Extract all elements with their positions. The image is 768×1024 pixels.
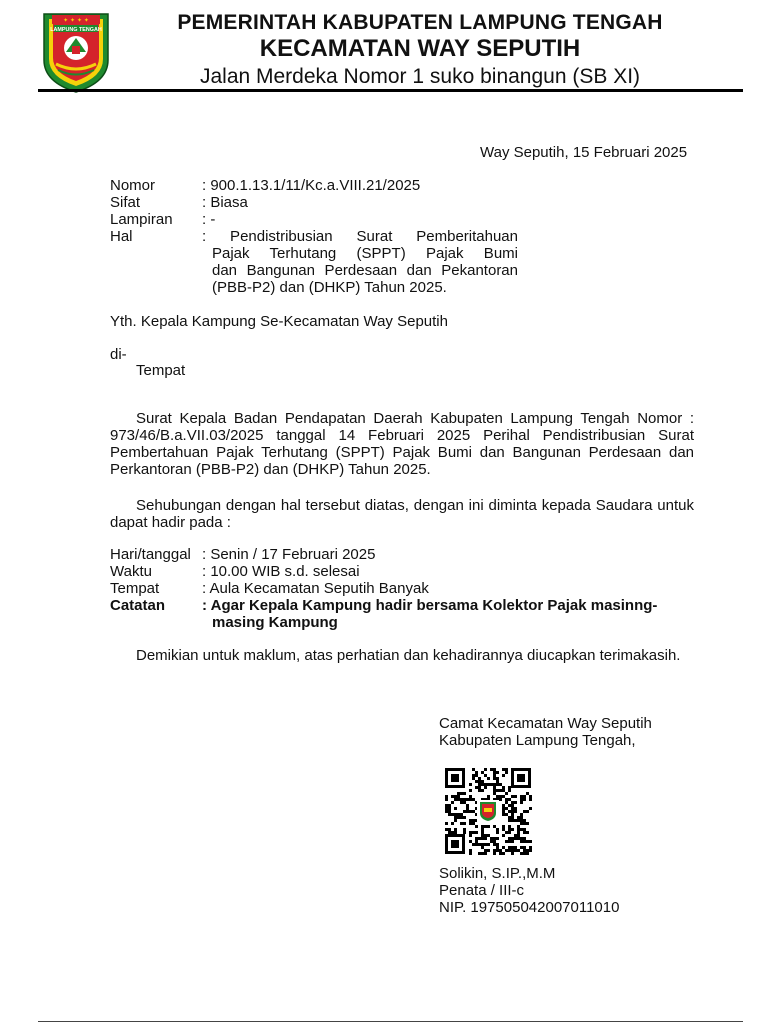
- signatory-name: Solikin, S.IP.,M.M: [439, 865, 556, 882]
- qr-code-signature-icon: [443, 766, 533, 856]
- recipient-di: di-: [110, 346, 127, 363]
- hal-line-2: Pajak Terhutang (SPPT) Pajak Bumi: [212, 245, 518, 262]
- logo-text: LAMPUNG TENGAH: [50, 27, 102, 33]
- nomor-label: Nomor: [110, 177, 156, 194]
- hari-value: : Senin / 17 Februari 2025: [202, 546, 376, 563]
- header-government-name: PEMERINTAH KABUPATEN LAMPUNG TENGAH: [177, 11, 663, 34]
- waktu-label: Waktu: [110, 563, 152, 580]
- lampiran-value: : -: [202, 211, 216, 228]
- header-address: Jalan Merdeka Nomor 1 suko binangun (SB XI): [199, 65, 641, 88]
- sifat-label: Sifat: [110, 194, 141, 211]
- catatan-line-1: : Agar Kepala Kampung hadir bersama Kolektor Pajak masinng-: [202, 597, 658, 614]
- signature-title-2: Kabupaten Lampung Tengah,: [439, 732, 636, 749]
- tempat-value: : Aula Kecamatan Seputih Banyak: [202, 580, 429, 597]
- body-paragraph-1: Surat Kepala Badan Pendapatan Daerah Kabupaten Lampung Tengah Nomor : 973/46/B.a.VII.03/2025 tanggal 14 Februari 2025 Perihal Pendistribusian Surat Pembertahuan Pajak Terhutang (SPPT) Pajak Bumi dan Bangunan Perdesaan dan Perkantoran (PBB-P2) dan (DHKP) Tahun 2025.: [110, 410, 694, 478]
- tempat-label: Tempat: [110, 580, 160, 597]
- hal-line-1: : Pendistribusian Surat Pemberitahuan: [202, 228, 518, 245]
- hal-line-4: (PBB-P2) dan (DHKP) Tahun 2025.: [212, 279, 447, 296]
- page-bottom-divider: [38, 1021, 743, 1022]
- recipient-tempat: Tempat: [136, 362, 186, 379]
- lampiran-label: Lampiran: [110, 211, 173, 228]
- signature-title-1: Camat Kecamatan Way Seputih: [439, 715, 652, 732]
- hal-label: Hal: [110, 228, 133, 245]
- body-paragraph-2: Sehubungan dengan hal tersebut diatas, dengan ini diminta kepada Saudara untuk dapat hadir pada :: [110, 497, 694, 531]
- sifat-value: : Biasa: [202, 194, 248, 211]
- hari-label: Hari/tanggal: [110, 546, 191, 563]
- regency-logo-icon: [40, 12, 112, 94]
- svg-text:✦ ✦ ✦ ✦: ✦ ✦ ✦ ✦: [63, 17, 89, 24]
- catatan-line-2: masing Kampung: [212, 614, 338, 631]
- body-paragraph-closing: Demikian untuk maklum, atas perhatian dan kehadirannya diucapkan terimakasih.: [136, 647, 681, 664]
- nomor-value: : 900.1.13.1/11/Kc.a.VIII.21/2025: [202, 177, 421, 194]
- letterhead-divider: [38, 89, 743, 92]
- header-district-name: KECAMATAN WAY SEPUTIH: [259, 35, 581, 62]
- signatory-nip: NIP. 197505042007011010: [439, 899, 620, 916]
- waktu-value: : 10.00 WIB s.d. selesai: [202, 563, 360, 580]
- catatan-label: Catatan: [110, 597, 166, 614]
- signatory-rank: Penata / III-c: [439, 882, 525, 899]
- recipient-line: Yth. Kepala Kampung Se-Kecamatan Way Seputih: [110, 313, 448, 330]
- hal-line-3: dan Bangunan Perdesaan dan Pekantoran: [212, 262, 518, 279]
- catatan-value: [202, 597, 662, 631]
- hal-value: [202, 228, 518, 296]
- letter-date: Way Seputih, 15 Februari 2025: [480, 144, 688, 161]
